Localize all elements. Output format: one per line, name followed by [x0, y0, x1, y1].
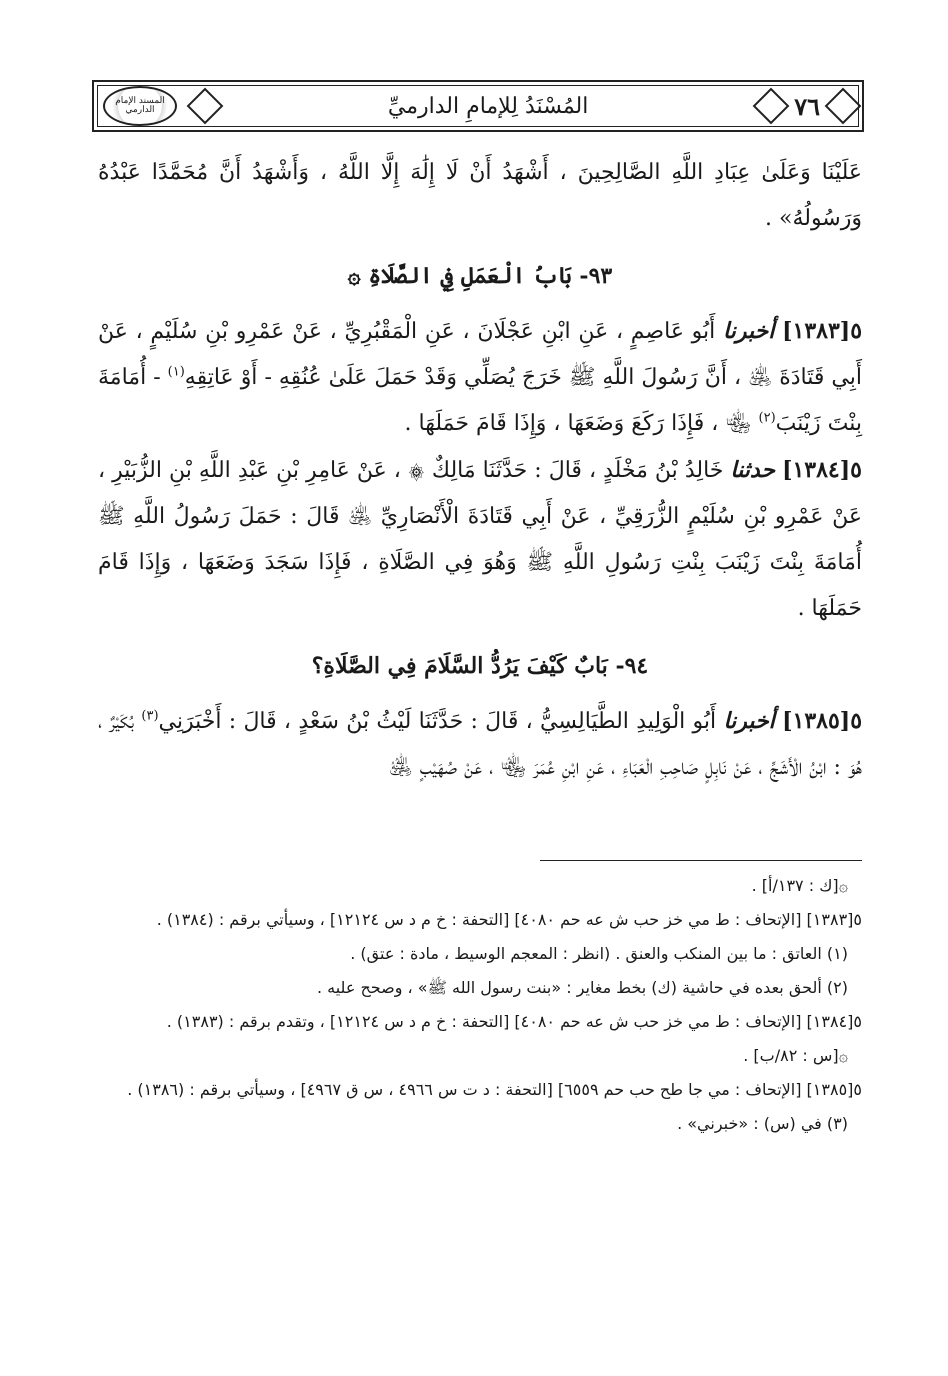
main-text — [98, 150, 862, 791]
hadith-lead: حدثنا — [730, 457, 776, 483]
hadith-number: ٥[١٣٨٣] — [782, 318, 863, 344]
continued-paragraph: عَلَيْنَا وَعَلَىٰ عِبَادِ اللَّهِ الصَّالِحِينَ ، أَشْهَدُ أَنْ لَا إِلَٰهَ إِلَّا اللَّهُ ، وَأَشْهَدُ أَنَّ مُحَمَّدًا عَبْدُهُ وَرَسُولُهُ» . — [98, 160, 862, 231]
footnote-marker: (١) — [167, 364, 185, 380]
medallion-text: المسند الإمام الدارمي — [103, 86, 177, 126]
footnote-2: (٢) ألحق بعده في حاشية (ك) بخط مغاير : «بنت رسول الله ﷺ» ، وصحح عليه . — [316, 978, 848, 997]
chapter-heading-94: ٩٤- بَابٌ كَيْفَ يَرُدُّ السَّلَامَ فِي الصَّلَاةِ؟ — [311, 653, 649, 679]
hadith-text: أَبُو الْوَلِيدِ الطَّيَالِسِيُّ ، قَالَ : حَدَّثَنَا لَيْثُ بْنُ سَعْدٍ ، قَالَ : أَخْبَرَنِي — [158, 709, 717, 734]
hadith-lead: أخبرنا — [723, 318, 775, 344]
footnote-1: (١) العاتق : ما بين المنكب والعنق . (انظر : المعجم الوسيط ، مادة : عتق) . — [350, 944, 848, 963]
header-right-ornament — [752, 92, 862, 121]
running-header — [92, 80, 864, 132]
hadith-1383 — [98, 308, 862, 447]
hadith-text: بُكَيْرٌ ، هُوَ : ابْنُ الْأَشَجِّ ، عَنْ نَابِلٍ صَاحِبِ الْعَبَاءِ ، عَنِ ابْنِ عُمَرَ ﵄ ، عَنْ صُهَيْبٍ ﵁ — [98, 709, 862, 780]
chapter-heading-93: ٩٣- بَابُ الْعَمَلِ فِي الصَّلَاةِ ۞ — [347, 263, 613, 289]
hadith-1384 — [98, 447, 862, 632]
hadith-1385 — [98, 698, 862, 791]
manuscript-note: ۞[س : ٨٢/ب] . — [743, 1046, 848, 1065]
takhrij-note-1385: ٥[١٣٨٥] [الإتحاف : مي جا طح حب حم ٦٥٥٩] [التحفة : د ت س ٤٩٦٦ ، س ق ٤٩٦٧] ، وسيأتي برقم : (١٣٨٦) . — [127, 1080, 862, 1099]
takhrij-note-1384: ٥[١٣٨٤] [الإتحاف : ط مي خز حب ش عه حم ٤٠٨٠] [التحفة : خ م د س ١٢١٢٤] ، وتقدم برقم : (١٣٨٣) . — [166, 1012, 862, 1031]
footnote-marker: (٣) — [141, 708, 159, 724]
hadith-lead: أخبرنا — [723, 708, 775, 734]
hadith-number: ٥[١٣٨٤] — [782, 457, 862, 483]
footnote-marker: (٢) — [758, 410, 776, 426]
footnotes — [98, 872, 862, 1144]
running-title: المُسْنَدُ لِلإمامِ الدارميِّ — [387, 93, 589, 119]
hadith-text: - أُمَامَةَ بِنْتَ زَيْنَبَ — [98, 365, 862, 436]
footnote-3: (٣) في (س) : «خبرني» . — [677, 1114, 848, 1133]
manuscript-note: ۞[ك : ١٣٧/أ] . — [751, 876, 848, 895]
hadith-text: أَبُو عَاصِمٍ ، عَنِ ابْنِ عَجْلَانَ ، عَنِ الْمَقْبُرِيِّ ، عَنْ عَمْرِو بْنِ سُلَيْمٍ ، عَنْ أَبِي قَتَادَةَ ﵁ ، أَنَّ رَسُولَ اللَّهِ ﷺ خَرَجَ يُصَلِّي وَقَدْ حَمَلَ عَلَىٰ عُنُقِهِ - أَوْ عَاتِقِهِ — [98, 319, 862, 390]
hadith-number: ٥[١٣٨٥] — [782, 708, 863, 734]
knot-ornament-icon — [187, 88, 224, 125]
page-number: ٧٦ — [794, 91, 820, 121]
hadith-text: خَالِدُ بْنُ مَخْلَدٍ ، قَالَ : حَدَّثَنَا مَالِكٌ ۞ ، عَنْ عَامِرِ بْنِ عَبْدِ اللَّهِ بْنِ الزُّبَيْرِ ، عَنْ عَمْرِو بْنِ سُلَيْمٍ الزُّرَقِيِّ ، عَنْ أَبِي قَتَادَةَ الْأَنْصَارِيِّ ﵁ قَالَ : حَمَلَ رَسُولُ اللَّهِ ﷺ أُمَامَةَ بِنْتَ زَيْنَبَ بِنْتِ رَسُولِ اللَّهِ ﷺ وَهُوَ فِي الصَّلَاةِ ، فَإِذَا سَجَدَ وَضَعَهَا ، وَإِذَا قَامَ حَمَلَهَا . — [98, 458, 862, 621]
medallion-ornament — [94, 86, 186, 126]
knot-ornament-icon — [825, 88, 862, 125]
knot-ornament-icon — [753, 88, 790, 125]
header-left-ornament — [94, 86, 224, 126]
hadith-text: ﵄ ، فَإِذَا رَكَعَ وَضَعَهَا ، وَإِذَا قَامَ حَمَلَهَا . — [404, 411, 752, 436]
footnote-divider — [540, 860, 862, 861]
takhrij-note-1383: ٥[١٣٨٣] [الإتحاف : ط مي خز حب ش عه حم ٤٠٨٠] [التحفة : خ م د س ١٢١٢٤] ، وسيأتي برقم : (١٣٨٤) . — [156, 910, 862, 929]
